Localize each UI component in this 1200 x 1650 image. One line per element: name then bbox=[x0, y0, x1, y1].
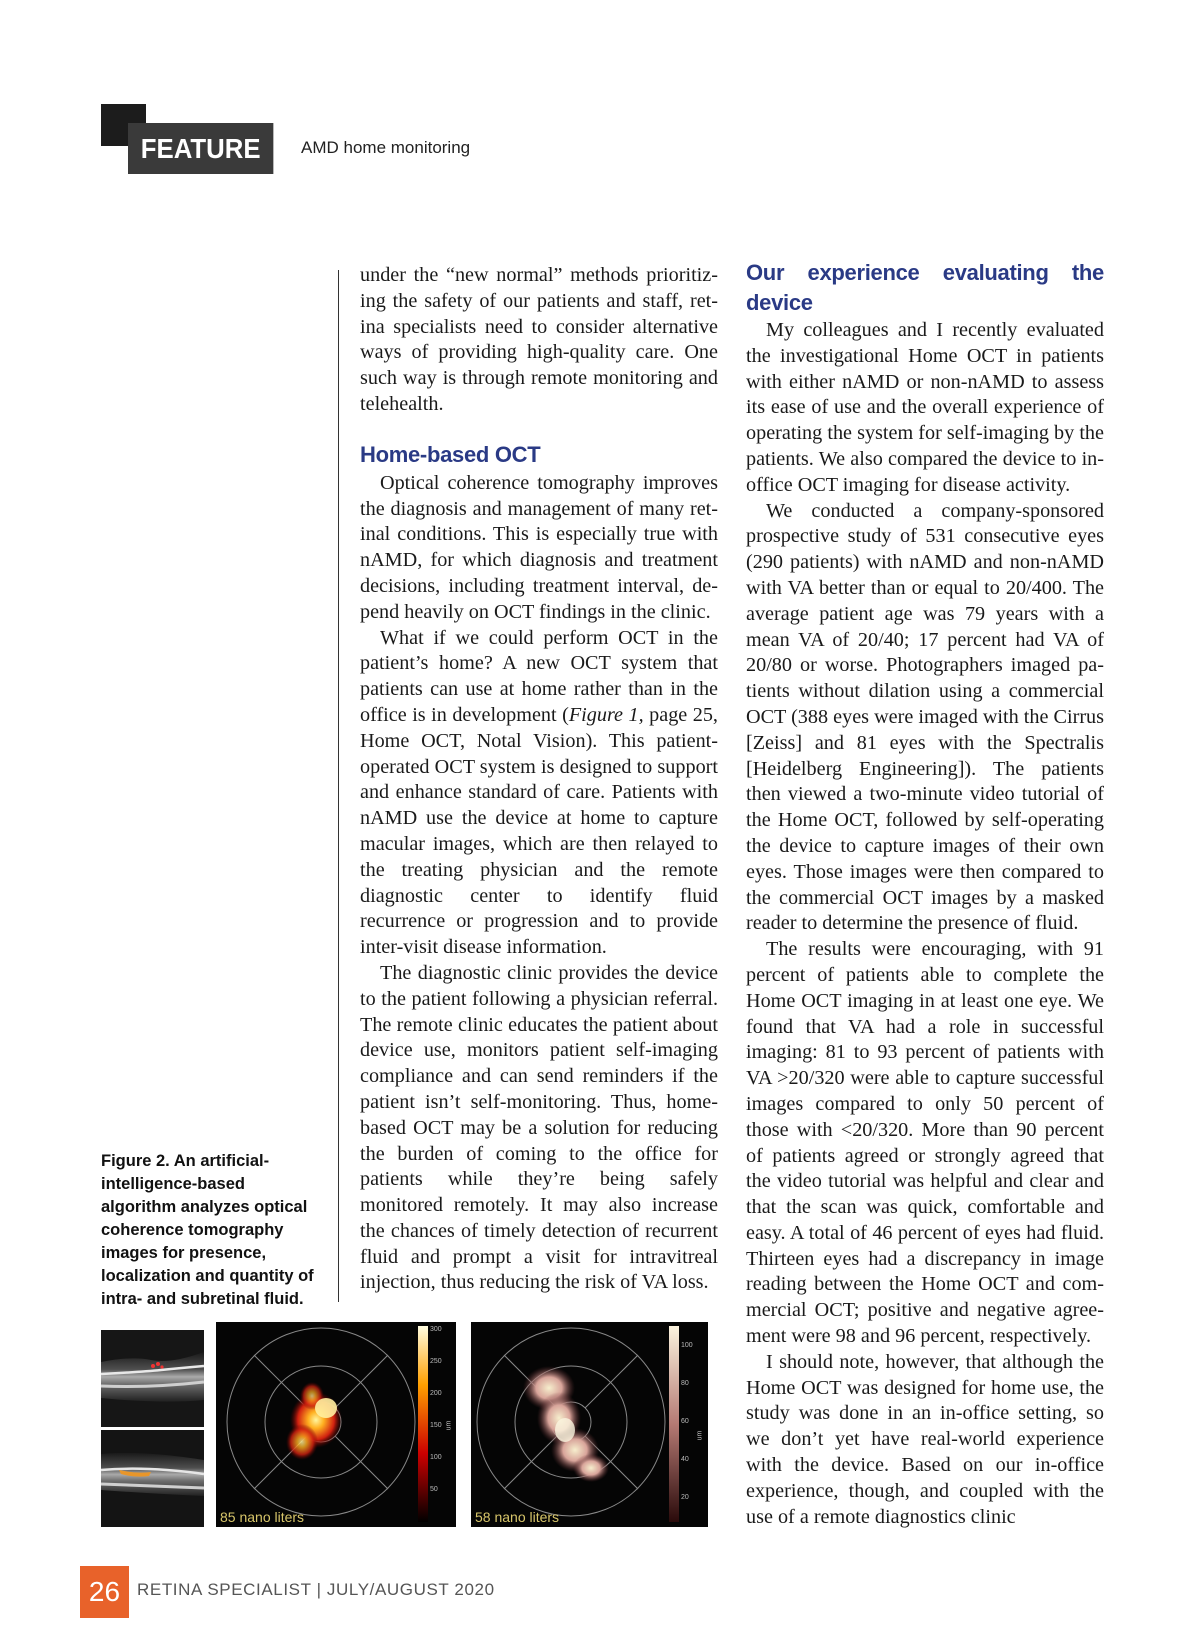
column-divider bbox=[338, 270, 339, 1302]
scale-tick: 20 bbox=[681, 1494, 689, 1501]
scale-unit: um bbox=[445, 1420, 453, 1431]
section-heading-home-oct: Home-based OCT bbox=[360, 441, 541, 467]
scale-tick: 200 bbox=[430, 1390, 442, 1397]
paragraph: Optical coherence tomography improves the diagnosis and management of many retinal conditions. This is especially true with nAMD, for which diagnosis and treatment decisions, including treatment interval, depend heavily on OCT findings in the clinic. bbox=[360, 471, 718, 623]
fluid-volume-label-1: 85 nano liters bbox=[220, 1509, 305, 1525]
figure-caption: Figure 2. An artificial-intelligence-based algorithm analyzes optical coherence tomography images for presence, localization and quantity of intra- and subretinal fluid. bbox=[101, 1152, 314, 1308]
figure-2 bbox=[101, 1322, 708, 1527]
page-number: 26 bbox=[80, 1566, 129, 1618]
scale-tick: 100 bbox=[430, 1454, 442, 1461]
fluid-map-panel-2 bbox=[471, 1322, 708, 1527]
article-column-right bbox=[746, 258, 1104, 1530]
paragraph: The diagnostic clinic provides the device to the patient following a physician referral. The remote clinic educates the patient about device use, monitors patient self-imaging compliance and can send reminders if the patient isn’t self-monitoring. Thus, home-based OCT may be a solution for reducing the burden of coming to the office for patients while they’re being safely monitored remotely. It may also increase the chances of timely detection of recurrent fluid and prompt a visit for intravitreal injection, thus reducing the risk of VA loss. bbox=[360, 961, 718, 1294]
paragraph: under the “new normal” methods prioritizing the safety of our patients and staff, retina specialists need to consider alternative ways of providing high-quality care. One such way is through remote monitoring and telehealth. bbox=[360, 264, 718, 415]
figure-reference: Figure 1, bbox=[568, 703, 644, 726]
scale-tick: 40 bbox=[681, 1456, 689, 1463]
scale-tick: 50 bbox=[430, 1486, 438, 1493]
scale-tick: 300 bbox=[430, 1326, 442, 1333]
scale-tick: 80 bbox=[681, 1380, 689, 1387]
publication-footer: RETINA SPECIALIST | JULY/AUGUST 2020 bbox=[137, 1580, 495, 1599]
article-column-middle bbox=[360, 263, 718, 1296]
section-heading-experience: Our experience evaluating the device bbox=[746, 260, 1104, 315]
paragraph: My colleagues and I recently evaluated the investigational Home OCT in patients with either nAMD or non-nAMD to assess its ease of use and the overall experience of operating the system for self-imaging by the patients. We also compared the device to in-office OCT imaging for disease activity. bbox=[746, 319, 1104, 496]
scale-tick: 60 bbox=[681, 1418, 689, 1425]
fluid-volume-label-2: 58 nano liters bbox=[475, 1509, 560, 1525]
section-subtitle: AMD home monitoring bbox=[301, 138, 471, 157]
oct-scan-image-top bbox=[101, 1330, 204, 1427]
paragraph-text: page 25, Home OCT, Notal Vision). This patient-operated OCT system is designed to support and enhance standard of care. Patients with nAMD use the device at home to capture macular images, which are then relayed to the treating physician and the remote diagnostic center to identify fluid recurrence or progression and to provide inter-visit disease information. bbox=[360, 703, 718, 959]
paragraph: We conducted a company-sponsored prospective study of 531 consecutive eyes (290 patients) with nAMD and non-nAMD with VA better than or equal to 20/400. The average patient age was 79 years with a mean VA of 20/40; 17 percent had VA of 20/80 or worse. Photographers imaged patients without dilation using a commercial OCT (388 eyes were imaged with the Cirrus [Zeiss] and 81 eyes with the Spectralis [Heidelberg Engineering]). The patients then viewed a two-minute video tutorial of the Home OCT, followed by self-operating the device to capture images of their own eyes. Those images were then compared to the commercial OCT images by a masked reader to determine the presence of fluid. bbox=[746, 499, 1104, 935]
scale-tick: 250 bbox=[430, 1358, 442, 1365]
fluid-map-panel-1 bbox=[216, 1322, 456, 1527]
scale-tick: 150 bbox=[430, 1422, 442, 1429]
paragraph-text: What if we could perform OCT in the patient’s home? A new OCT system that patients can use at home rather than in the office is in development ( bbox=[360, 626, 718, 726]
paragraph bbox=[360, 626, 718, 961]
paragraph: The results were encouraging, with 91 percent of patients able to complete the Home OCT imaging in at least one eye. We found that VA had a role in successful imaging: 81 to 93 percent of patients with VA >20/320 were able to capture successful images compared to only 50 percent of those with <20/320. More than 90 percent of patients agreed or strongly agreed that the video tutorial was helpful and clear and that the scan was quick, comfortable and easy. A total of 46 percent of eyes had fluid. Thirteen eyes had a discrepancy in image reading between the Home OCT and commercial OCT; positive and negative agreement were 98 and 96 percent, respectively. bbox=[746, 938, 1104, 1348]
scale-tick: 100 bbox=[681, 1342, 693, 1349]
oct-scan-image-bottom bbox=[101, 1430, 204, 1527]
paragraph: I should note, however, that although the Home OCT was designed for home use, the study was done in an in-office setting, so we don’t yet have real-world experience with the device. Based on our in-office experience, though, and coupled with the use of a remote diagnostics clinic bbox=[746, 1350, 1104, 1528]
section-label: FEATURE bbox=[128, 123, 273, 174]
scale-unit: um bbox=[696, 1430, 704, 1441]
